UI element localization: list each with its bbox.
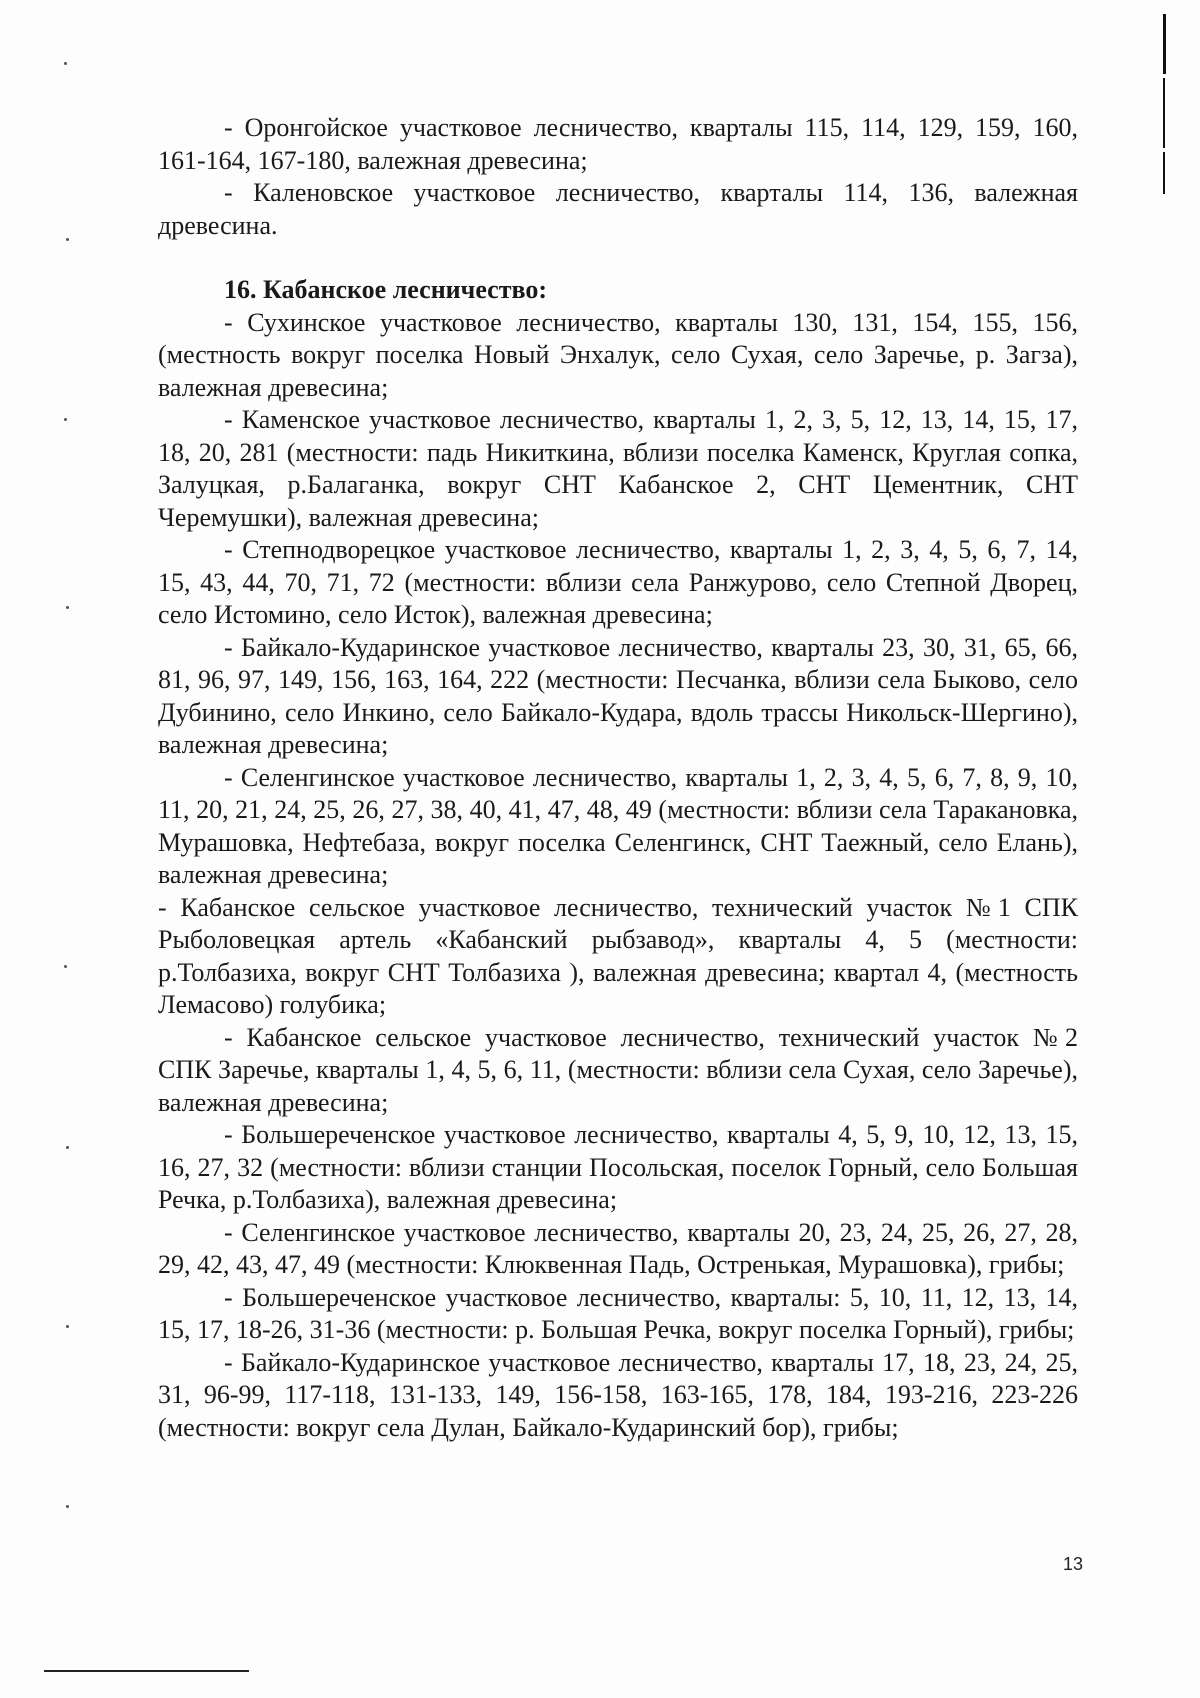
scan-edge-mark [1163,78,1165,148]
scan-edge-mark [1163,152,1165,194]
paragraph: - Байкало-Кударинское участковое лесничество, кварталы 23, 30, 31, 65, 66, 81, 96, 97, 149, 156, 163, 164, 222 (местности: Песчанка, вблизи села Быково, село Дубинино, село Инкино, село Байкало-Кудара, вдоль трассы Никольск-Шергино), валежная древесина; [158,632,1078,759]
scan-speck [64,965,67,968]
scan-speck [66,1325,69,1328]
paragraph: - Байкало-Кударинское участковое лесничество, кварталы 17, 18, 23, 24, 25, 31, 96-99, 117-118, 131-133, 149, 156-158, 163-165, 178, 184, 193-216, 223-226 (местности: вокруг села Дулан, Байкало-Кударинский бор), грибы; [158,1347,1078,1442]
scan-edge-mark [1163,14,1166,74]
page-number: 13 [1062,1554,1083,1574]
section-heading: 16. Кабанское лесничество: [224,275,548,304]
scan-speck [64,418,67,421]
scan-speck [66,238,69,241]
scan-speck [64,62,67,65]
paragraph: - Каленовское участковое лесничество, кварталы 114, 136, валежная древесина. [158,178,1078,240]
footnote-rule [44,1670,249,1672]
paragraph: - Каменское участковое лесничество, кварталы 1, 2, 3, 5, 12, 13, 14, 15, 17, 18, 20, 281 (местности: падь Никиткина, вблизи поселка Каменск, Круглая сопка, Залуцкая, р.Балаганка, вокруг СНТ Кабанское 2, СНТ Цементник, СНТ Черемушки), валежная древесина; [158,405,1078,532]
paragraph: - Степнодворецкое участковое лесничество, кварталы 1, 2, 3, 4, 5, 6, 7, 14, 15, 43, 44, 70, 71, 72 (местности: вблизи села Ранжурово, село Степной Дворец, село Истомино, село Исток), валежная древесина; [158,535,1078,629]
paragraph: - Кабанское сельское участковое лесничество, технический участок №1 СПК Рыболовецкая артель «Кабанский рыбзавод», кварталы 4, 5 (местности: р.Толбазиха, вокруг СНТ Толбазиха ), валежная древесина; квартал 4, (местность Лемасово) голубика; [158,892,1078,1019]
scan-speck [66,1505,69,1508]
paragraph: - Сухинское участковое лесничество, кварталы 130, 131, 154, 155, 156, (местность вокруг поселка Новый Энхалук, село Сухая, село Заречье, р. Загза), валежная древесина; [158,307,1078,402]
document-body [158,112,1078,1444]
paragraph: - Большереченское участковое лесничество, кварталы: 5, 10, 11, 12, 13, 14, 15, 17, 18-26, 31-36 (местности: р. Большая Речка, вокруг поселка Горный), грибы; [158,1282,1078,1344]
scan-speck [66,1146,69,1149]
paragraph: - Селенгинское участковое лесничество, кварталы 1, 2, 3, 4, 5, 6, 7, 8, 9, 10, 11, 20, 21, 24, 25, 26, 27, 38, 40, 41, 47, 48, 49 (местности: вблизи села Таракановка, Мурашовка, Нефтебаза, вокруг поселка Селенгинск, СНТ Таежный, село Елань), валежная древесина; [158,762,1078,889]
paragraph: - Кабанское сельское участковое лесничество, технический участок №2 СПК Заречье, кварталы 1, 4, 5, 6, 11, (местности: вблизи села Сухая, село Заречье), валежная древесина; [158,1022,1078,1117]
scan-speck [66,606,69,609]
paragraph: - Большереченское участковое лесничество, кварталы 4, 5, 9, 10, 12, 13, 15, 16, 27, 32 (местности: вблизи станции Посольская, поселок Горный, село Большая Речка, р.Толбазиха), валежная древесина; [158,1120,1078,1214]
paragraph: - Оронгойское участковое лесничество, кварталы 115, 114, 129, 159, 160, 161-164, 167-180, валежная древесина; [158,113,1078,175]
paragraph: - Селенгинское участковое лесничество, кварталы 20, 23, 24, 25, 26, 27, 28, 29, 42, 43, 47, 49 (местности: Клюквенная Падь, Остренькая, Мурашовка), грибы; [158,1217,1078,1279]
